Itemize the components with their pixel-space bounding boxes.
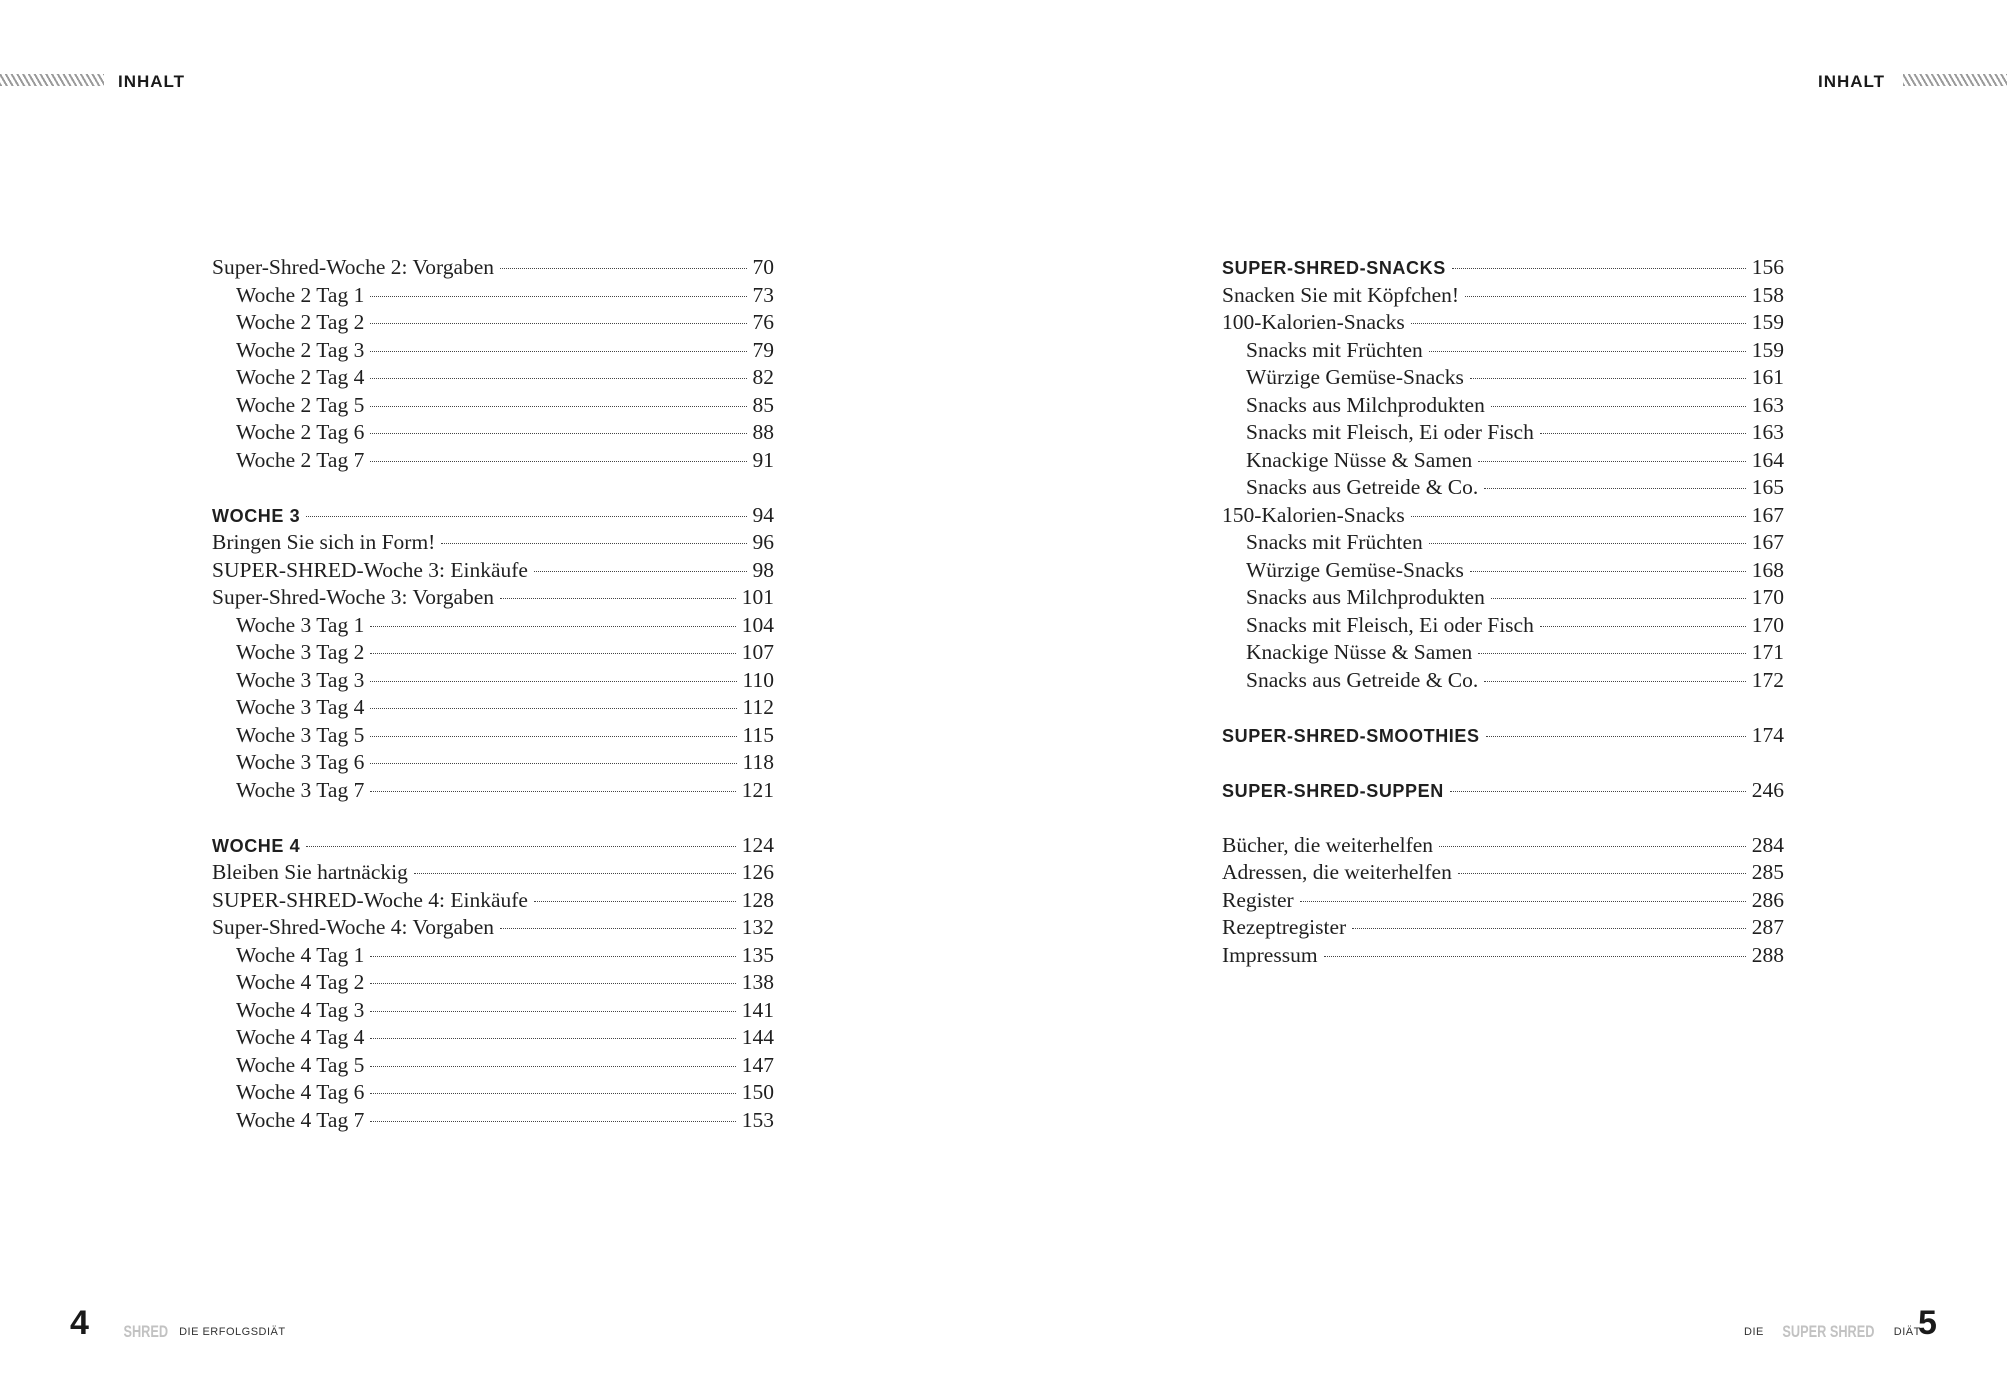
toc-entry-page: 163 (1751, 392, 1784, 417)
toc-dot-leader (370, 653, 735, 654)
toc-entry-page: 288 (1751, 942, 1784, 967)
toc-entry-page: 156 (1751, 255, 1784, 279)
toc-entry (212, 419, 774, 447)
toc-entry-page: 286 (1751, 887, 1784, 912)
toc-dot-leader (1300, 901, 1746, 902)
toc-entry-title: Super-Shred-Woche 3: Vorgaben (212, 585, 495, 609)
toc-entry-title: Snacks aus Getreide & Co. (1246, 475, 1479, 499)
toc-entry-title: Woche 4 Tag 4 (236, 1025, 365, 1049)
toc-spacer (1222, 749, 1784, 777)
toc-entry-title: WOCHE 4 (212, 835, 301, 856)
toc-entry (212, 722, 774, 750)
toc-entry-title: Woche 3 Tag 2 (236, 640, 365, 664)
toc-entry-page: 76 (752, 310, 774, 334)
toc-spacer (1222, 694, 1784, 722)
toc-entry-page: 98 (752, 557, 774, 582)
toc-entry-page: 118 (742, 750, 774, 774)
footer-brand-logo-right: SUPER SHRED (1782, 1322, 1875, 1341)
toc-entry-page: 132 (741, 915, 774, 939)
toc-entry-page: 174 (1751, 722, 1784, 747)
toc-entry-title: Woche 4 Tag 6 (236, 1080, 365, 1104)
toc-dot-leader (1352, 928, 1746, 929)
toc-entry-page: 115 (742, 722, 774, 747)
toc-dot-leader (534, 571, 747, 572)
toc-entry (1222, 832, 1784, 860)
toc-dot-leader (1486, 736, 1746, 737)
toc-section-heading (212, 832, 774, 860)
toc-entry-title: Woche 2 Tag 2 (236, 310, 365, 334)
toc-dot-leader (500, 928, 736, 929)
toc-entry-page: 150 (741, 1080, 774, 1104)
toc-entry (1222, 502, 1784, 530)
header-inhalt-right: INHALT (1818, 72, 1886, 91)
toc-entry-page: 171 (1751, 640, 1784, 664)
footer-right (1744, 1322, 1921, 1342)
page-number-left: 4 (70, 1304, 89, 1342)
toc-entry (1222, 282, 1784, 310)
toc-entry-page: 101 (741, 585, 774, 609)
toc-entry-title: Adressen, die weiterhelfen (1222, 860, 1452, 884)
toc-entry-page: 124 (741, 832, 774, 857)
toc-dot-leader (370, 791, 735, 792)
toc-entry-page: 167 (1751, 530, 1784, 554)
toc-dot-leader (441, 543, 746, 544)
toc-dot-leader (370, 406, 746, 407)
toc-entry (1222, 529, 1784, 557)
toc-dot-leader (370, 681, 736, 682)
toc-entry-page: 163 (1751, 420, 1784, 444)
toc-entry-page: 138 (741, 970, 774, 994)
toc-entry-title: WOCHE 3 (212, 505, 301, 526)
toc-entry-title: Snacks mit Früchten (1246, 337, 1423, 362)
footer-brand-logo-left: SHRED (123, 1322, 169, 1341)
toc-dot-leader (370, 1121, 735, 1122)
toc-right-page (1222, 254, 1784, 969)
toc-dot-leader (1491, 598, 1746, 599)
footer-title-left: DIE ERFOLGSDIÄT (179, 1326, 286, 1338)
toc-entry-page: 79 (752, 337, 774, 362)
toc-entry (212, 309, 774, 337)
toc-entry (212, 914, 774, 942)
toc-dot-leader (370, 351, 746, 352)
toc-entry (212, 254, 774, 282)
toc-dot-leader (1484, 488, 1745, 489)
toc-entry (212, 392, 774, 420)
toc-entry (1222, 584, 1784, 612)
toc-dot-leader (1465, 296, 1746, 297)
toc-entry-title: Super-Shred-Woche 4: Vorgaben (212, 915, 495, 939)
toc-entry-title: Würzige Gemüse-Snacks (1246, 365, 1464, 389)
toc-dot-leader (370, 708, 736, 709)
toc-dot-leader (1484, 681, 1745, 682)
toc-dot-leader (1429, 351, 1746, 352)
toc-entry-title: Bücher, die weiterhelfen (1222, 832, 1434, 857)
toc-dot-leader (1540, 626, 1746, 627)
toc-entry-page: 73 (752, 282, 774, 307)
toc-entry (1222, 557, 1784, 585)
toc-entry (1222, 942, 1784, 970)
toc-dot-leader (370, 433, 746, 434)
toc-entry (212, 639, 774, 667)
toc-entry-title: Woche 4 Tag 2 (236, 970, 365, 994)
toc-entry-title: Woche 4 Tag 7 (236, 1107, 365, 1132)
toc-entry-title: 100-Kalorien-Snacks (1222, 310, 1405, 334)
toc-section-heading (1222, 722, 1784, 750)
toc-entry (212, 694, 774, 722)
toc-entry-title: Woche 3 Tag 5 (236, 722, 365, 747)
toc-entry-title: SUPER-SHRED-Woche 3: Einkäufe (212, 557, 528, 582)
toc-entry-page: 170 (1751, 585, 1784, 609)
toc-entry (1222, 914, 1784, 942)
toc-entry-title: Woche 3 Tag 7 (236, 777, 365, 802)
toc-entry (212, 1079, 774, 1107)
toc-entry (212, 1024, 774, 1052)
toc-dot-leader (1450, 791, 1746, 792)
toc-dot-leader (370, 736, 736, 737)
toc-entry-title: Woche 4 Tag 5 (236, 1052, 365, 1077)
footer-left (116, 1322, 286, 1342)
toc-entry (212, 447, 774, 475)
toc-dot-leader (414, 873, 736, 874)
toc-entry (1222, 364, 1784, 392)
toc-spacer (1222, 804, 1784, 832)
toc-dot-leader (306, 846, 736, 847)
toc-entry-page: 96 (752, 530, 774, 554)
toc-entry-page: 144 (741, 1025, 774, 1049)
footer-suffix-right: DIÄT (1893, 1326, 1921, 1338)
toc-dot-leader (534, 901, 736, 902)
toc-entry (212, 969, 774, 997)
toc-dot-leader (370, 763, 736, 764)
toc-entry-title: SUPER-SHRED-SMOOTHIES (1222, 725, 1480, 746)
toc-entry-page: 128 (741, 887, 774, 912)
toc-entry-page: 165 (1751, 475, 1784, 499)
toc-entry (1222, 612, 1784, 640)
toc-entry-title: SUPER-SHRED-SNACKS (1222, 258, 1446, 278)
toc-entry-title: Woche 3 Tag 3 (236, 667, 365, 692)
toc-entry-title: Snacken Sie mit Köpfchen! (1222, 282, 1460, 307)
toc-entry-page: 167 (1751, 502, 1784, 527)
toc-entry-title: Rezeptregister (1222, 915, 1347, 939)
toc-dot-leader (1411, 516, 1746, 517)
toc-entry-title: SUPER-SHRED-SUPPEN (1222, 780, 1444, 801)
decorative-hatch-right (1903, 74, 2007, 86)
toc-spacer (212, 474, 774, 502)
toc-entry (1222, 447, 1784, 475)
toc-entry (212, 777, 774, 805)
toc-entry-page: 82 (752, 365, 774, 389)
toc-entry-page: 285 (1751, 860, 1784, 884)
decorative-hatch-left (0, 74, 104, 86)
toc-entry (212, 667, 774, 695)
toc-entry (212, 612, 774, 640)
toc-entry-page: 158 (1751, 282, 1784, 307)
toc-entry-title: Woche 3 Tag 1 (236, 612, 365, 637)
toc-left-page (212, 254, 774, 1134)
toc-entry (212, 1107, 774, 1135)
toc-section-heading (1222, 777, 1784, 805)
toc-entry-title: Woche 2 Tag 3 (236, 337, 365, 362)
toc-entry-title: Woche 2 Tag 1 (236, 282, 365, 307)
toc-entry-page: 159 (1751, 337, 1784, 362)
toc-dot-leader (1429, 543, 1746, 544)
toc-dot-leader (1540, 433, 1746, 434)
toc-entry-page: 172 (1751, 667, 1784, 692)
toc-entry-title: Snacks aus Getreide & Co. (1246, 667, 1479, 692)
toc-dot-leader (1470, 571, 1746, 572)
toc-entry-page: 110 (742, 667, 774, 692)
toc-entry-page: 168 (1751, 557, 1784, 582)
toc-dot-leader (1452, 268, 1746, 269)
toc-dot-leader (1324, 956, 1746, 957)
toc-dot-leader (1478, 653, 1745, 654)
toc-entry-page: 112 (742, 695, 774, 719)
toc-entry-page: 85 (752, 392, 774, 417)
toc-entry (212, 584, 774, 612)
toc-section-heading (212, 502, 774, 530)
toc-entry (1222, 639, 1784, 667)
toc-entry-title: Super-Shred-Woche 2: Vorgaben (212, 255, 495, 279)
toc-entry-page: 161 (1751, 365, 1784, 389)
toc-entry (1222, 667, 1784, 695)
toc-entry-title: Woche 3 Tag 4 (236, 695, 365, 719)
toc-entry-title: Bleiben Sie hartnäckig (212, 860, 408, 884)
toc-entry-page: 246 (1751, 777, 1784, 802)
toc-dot-leader (370, 296, 746, 297)
toc-entry-title: Woche 4 Tag 1 (236, 942, 365, 967)
toc-entry-page: 121 (741, 777, 774, 802)
toc-dot-leader (306, 516, 746, 517)
toc-entry (212, 997, 774, 1025)
toc-entry-title: Snacks aus Milchprodukten (1246, 585, 1485, 609)
toc-entry-title: Impressum (1222, 942, 1318, 967)
toc-dot-leader (370, 378, 746, 379)
toc-section-heading (1222, 254, 1784, 282)
toc-entry-page: 164 (1751, 447, 1784, 472)
toc-entry-page: 104 (741, 612, 774, 637)
toc-entry (212, 859, 774, 887)
toc-entry-page: 107 (741, 640, 774, 664)
toc-entry (212, 557, 774, 585)
toc-entry (1222, 392, 1784, 420)
toc-entry-page: 147 (741, 1052, 774, 1077)
toc-entry-title: Snacks aus Milchprodukten (1246, 392, 1485, 417)
toc-entry-title: Würzige Gemüse-Snacks (1246, 557, 1464, 582)
toc-entry (212, 942, 774, 970)
toc-dot-leader (500, 598, 736, 599)
toc-entry-title: Register (1222, 887, 1294, 912)
toc-entry-title: SUPER-SHRED-Woche 4: Einkäufe (212, 887, 528, 912)
toc-entry-page: 170 (1751, 612, 1784, 637)
toc-dot-leader (370, 983, 735, 984)
toc-dot-leader (1491, 406, 1746, 407)
toc-entry (212, 1052, 774, 1080)
toc-entry-title: 150-Kalorien-Snacks (1222, 502, 1405, 527)
toc-entry-page: 126 (741, 860, 774, 884)
toc-dot-leader (370, 1011, 735, 1012)
toc-entry-title: Knackige Nüsse & Samen (1246, 640, 1473, 664)
toc-entry-page: 141 (741, 997, 774, 1022)
toc-entry-page: 135 (741, 942, 774, 967)
toc-spacer (212, 804, 774, 832)
toc-entry (212, 749, 774, 777)
toc-entry (1222, 887, 1784, 915)
toc-dot-leader (370, 1038, 735, 1039)
toc-entry-title: Woche 2 Tag 6 (236, 420, 365, 444)
toc-entry (212, 364, 774, 392)
toc-dot-leader (1478, 461, 1745, 462)
toc-dot-leader (370, 1066, 735, 1067)
toc-entry (1222, 309, 1784, 337)
toc-dot-leader (370, 1093, 735, 1094)
toc-entry (1222, 337, 1784, 365)
toc-entry-page: 284 (1751, 832, 1784, 857)
toc-entry-page: 88 (752, 420, 774, 444)
toc-dot-leader (1411, 323, 1746, 324)
toc-entry-title: Woche 2 Tag 4 (236, 365, 365, 389)
toc-entry (1222, 859, 1784, 887)
toc-entry (1222, 474, 1784, 502)
toc-dot-leader (370, 461, 746, 462)
toc-entry (212, 887, 774, 915)
toc-entry-title: Woche 2 Tag 7 (236, 447, 365, 472)
toc-entry (212, 337, 774, 365)
header-inhalt-left: INHALT (118, 72, 186, 91)
toc-entry-title: Woche 3 Tag 6 (236, 750, 365, 774)
footer-prefix-right: DIE (1744, 1326, 1764, 1338)
toc-entry-page: 91 (752, 447, 774, 472)
toc-dot-leader (370, 956, 735, 957)
toc-entry-title: Knackige Nüsse & Samen (1246, 447, 1473, 472)
toc-entry-title: Woche 2 Tag 5 (236, 392, 365, 417)
toc-entry-title: Woche 4 Tag 3 (236, 997, 365, 1022)
toc-entry-page: 153 (741, 1107, 774, 1132)
toc-dot-leader (1470, 378, 1746, 379)
toc-entry-title: Snacks mit Fleisch, Ei oder Fisch (1246, 420, 1534, 444)
toc-entry-title: Bringen Sie sich in Form! (212, 530, 436, 554)
toc-entry-page: 94 (752, 502, 774, 527)
toc-entry-page: 287 (1751, 915, 1784, 939)
toc-entry (212, 529, 774, 557)
page-number-right: 5 (1918, 1304, 1937, 1342)
toc-dot-leader (1439, 846, 1746, 847)
toc-entry-title: Snacks mit Früchten (1246, 530, 1423, 554)
toc-entry-page: 70 (752, 255, 774, 279)
toc-dot-leader (500, 268, 746, 269)
toc-entry (1222, 419, 1784, 447)
toc-entry (212, 282, 774, 310)
toc-dot-leader (370, 323, 746, 324)
toc-dot-leader (1458, 873, 1746, 874)
toc-entry-title: Snacks mit Fleisch, Ei oder Fisch (1246, 612, 1534, 637)
toc-entry-page: 159 (1751, 310, 1784, 334)
toc-dot-leader (370, 626, 735, 627)
